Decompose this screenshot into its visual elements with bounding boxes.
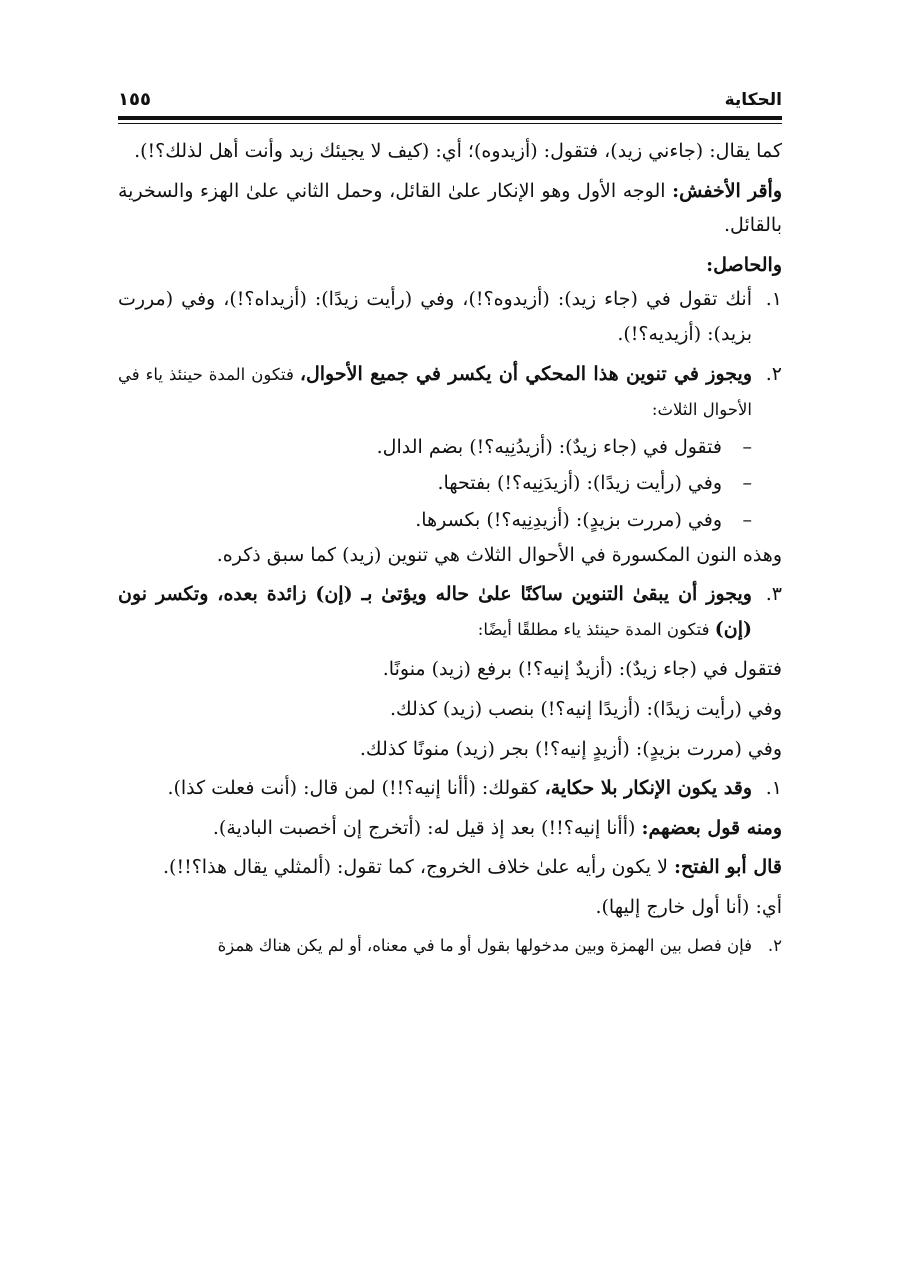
- example-2: وفي (رأيت زيدًا): (أزيدًا إنيه؟!) بنصب (زيد) كذلك.: [389, 697, 782, 720]
- dash-item-text: فتقول في (جاء زيدٌ): (أزيدُنِيه؟!) بضم الدال.: [376, 435, 722, 458]
- list-item-rest: فتكون المدة حينئذ ياء مطلقًا أيضًا:: [477, 619, 715, 639]
- book-page: [118, 78, 782, 964]
- quote-text: (أأنا إنيه؟!!) بعد إذ قيل له: (أتخرج إن أخصبت البادية).: [212, 816, 642, 839]
- list-marker: ١.: [765, 288, 782, 311]
- list-marker: ٢.: [765, 362, 782, 385]
- dash-item-1: [118, 430, 782, 465]
- page-number: ١٥٥: [118, 89, 151, 110]
- list-marker: ٣.: [765, 583, 782, 606]
- abu-alfath-text: لا يكون رأيه علىٰ خلاف الخروج، كما تقول: (ألمثلي يقال هذا؟!!).: [163, 856, 675, 879]
- dash-marker: –: [742, 508, 752, 531]
- dash-item-3: [118, 503, 782, 538]
- quote-label: ومنه قول بعضهم:: [641, 816, 782, 839]
- summary-heading: والحاصل:: [706, 253, 782, 276]
- paragraph-5: [118, 811, 782, 846]
- list-marker: ٢.: [767, 936, 782, 956]
- akhfash-text: الوجه الأول وهو الإنكار علىٰ القائل، وحمل الثاني علىٰ الهزء والسخرية بالقائل.: [118, 179, 782, 237]
- paragraph-2: [118, 174, 782, 243]
- paragraph-1: كما يقال: (جاءني زيد)، فتقول: (أزيدوه)؛ أي: (كيف لا يجيئك زيد وأنت أهل لذلك؟!).: [134, 140, 782, 162]
- paragraph-4: وهذه النون المكسورة في الأحوال الثلاث هي تنوين (زيد) كما سبق ذكره.: [216, 543, 782, 566]
- list-item-2: [118, 357, 782, 428]
- list-item-text: [118, 771, 752, 806]
- list-marker: ١.: [765, 777, 782, 800]
- list-item-bold: ويجوز في تنوين هذا المحكي أن يكسر في جميع الأحوال،: [299, 362, 752, 385]
- header-rule-thin: [118, 123, 782, 124]
- dash-item-2: [118, 466, 782, 501]
- paragraph-6: [118, 850, 782, 885]
- example-3: وفي (مررت بزيدٍ): (أزيدٍ إنيه؟!) بجر (زيد) منونًا كذلك.: [359, 737, 782, 760]
- list-item-text: [118, 577, 752, 647]
- list-item-1: [118, 282, 782, 351]
- list-item-5: [118, 929, 782, 964]
- list-item-3: [118, 577, 782, 647]
- list-item-text: [118, 357, 752, 428]
- page-header: [118, 78, 782, 110]
- example-1: فتقول في (جاء زيدٌ): (أزيدٌ إنيه؟!) برفع (زيد) منونًا.: [382, 658, 782, 681]
- list-item-4: [118, 771, 782, 806]
- list-item-text: أنك تقول في (جاء زيد): (أزيدوه؟!)، وفي (رأيت زيدًا): (أزيداه؟!)، وفي (مررت بزيد): (أزيديه؟!).: [118, 288, 752, 345]
- dash-marker: –: [742, 472, 752, 495]
- header-rule-thick: [118, 116, 782, 120]
- list-item-rest: فتكون المدة حينئذ ياء في الأحوال الثلاث:: [118, 364, 752, 420]
- list-item-rest: كقولك: (أأنا إنيه؟!!) لمن قال: (أنت فعلت كذا).: [167, 777, 545, 800]
- abu-alfath-label: قال أبو الفتح:: [674, 856, 782, 879]
- dash-marker: –: [742, 435, 752, 458]
- list-item-bold: وقد يكون الإنكار بلا حكاية،: [544, 777, 752, 800]
- akhfash-label: وأقر الأخفش:: [672, 179, 782, 202]
- chapter-title: الحكاية: [724, 90, 782, 110]
- paragraph-7: أي: (أنا أول خارج إليها).: [595, 895, 782, 918]
- dash-item-text: وفي (مررت بزيدٍ): (أزيدِنِيه؟!) بكسرها.: [415, 508, 722, 531]
- list-item-bold: ويجوز أن يبقىٰ التنوين ساكنًا علىٰ حاله ويؤتىٰ بـ (إن) زائدة بعده، وتكسر نون (إن): [118, 583, 752, 640]
- page-body: [118, 134, 782, 964]
- list-item-text: فإن فصل بين الهمزة وبين مدخولها بقول أو ما في معناه، أو لم يكن هناك همزة: [217, 936, 752, 956]
- dash-item-text: وفي (رأيت زيدًا): (أزيدَنِيه؟!) بفتحها.: [437, 472, 722, 495]
